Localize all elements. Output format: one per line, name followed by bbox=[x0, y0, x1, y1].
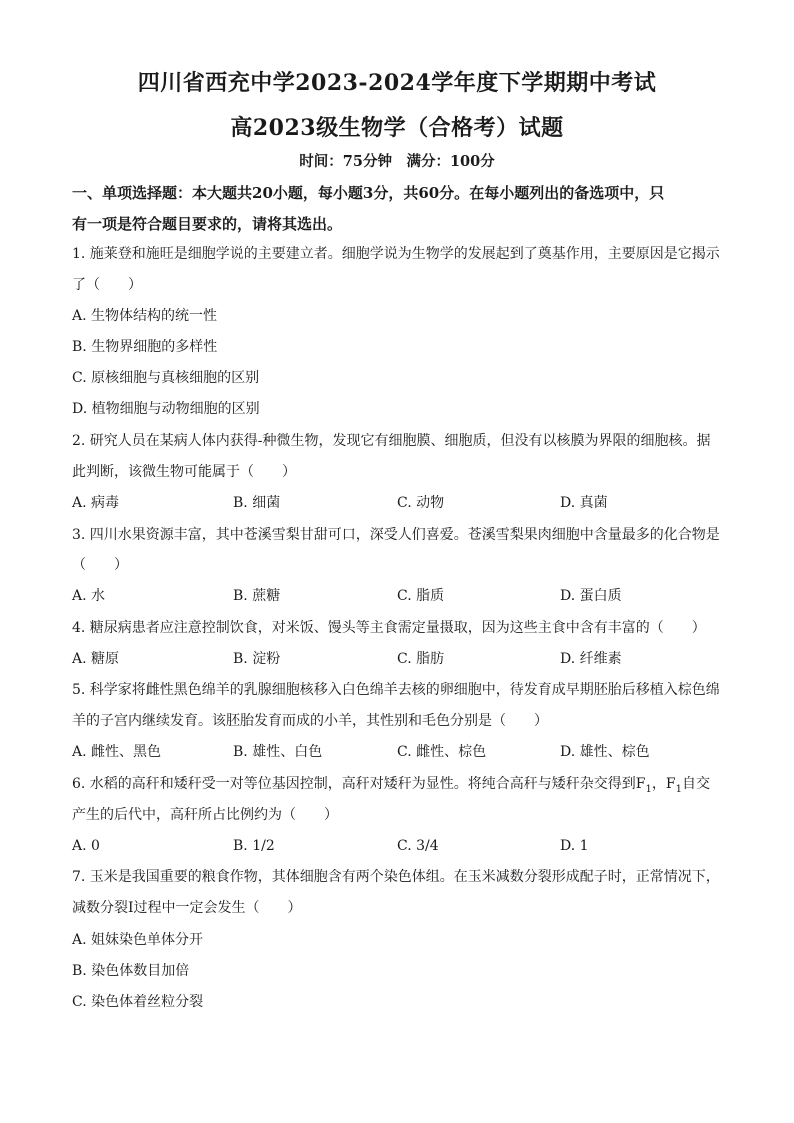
subscript: 1 bbox=[645, 783, 652, 795]
option: A. 生物体结构的统一性 bbox=[72, 308, 218, 324]
option: C. 脂肪 bbox=[397, 651, 445, 667]
question-stem: 此判断，该微生物可能属于（ ） bbox=[72, 464, 296, 480]
section-instructions-line: 有一项是符合题目要求的，请将其选出。 bbox=[72, 215, 343, 233]
option: B. 雄性、白色 bbox=[233, 744, 323, 760]
question-stem: 了（ ） bbox=[72, 277, 142, 293]
option: A. 水 bbox=[72, 588, 106, 604]
question-stem: 4. 糖尿病患者应注意控制饮食，对米饭、馒头等主食需定量摄取，因为这些主食中含有丰富的（ ） bbox=[72, 620, 706, 636]
question-stem-part: 自交 bbox=[682, 776, 710, 792]
question-stem: 2. 研究人员在某病人体内获得-种微生物，发现它有细胞膜、细胞质，但没有以核膜为界限的细胞核。据 bbox=[72, 433, 711, 449]
option: A. 0 bbox=[72, 838, 100, 854]
question-stem: 羊的子宫内继续发育。该胚胎发育而成的小羊，其性别和毛色分别是（ ） bbox=[72, 713, 548, 729]
question-stem: （ ） bbox=[72, 557, 128, 573]
question-stem: 减数分裂Ⅰ过程中一定会发生（ ） bbox=[72, 900, 302, 916]
section-instructions bbox=[72, 178, 722, 240]
question-stem-part: 6. 水稻的高秆和矮秆受一对等位基因控制，高秆对矮秆为显性。将纯合高秆与矮秆杂交得到F bbox=[72, 776, 646, 792]
exam-title: 四川省西充中学2023-2024学年度下学期期中考试 bbox=[137, 70, 657, 96]
option: B. 细菌 bbox=[233, 495, 281, 511]
question-stem-part: ，F bbox=[651, 776, 676, 792]
option: A. 雌性、黑色 bbox=[72, 744, 162, 760]
option: D. 1 bbox=[560, 838, 589, 854]
option: C. 动物 bbox=[397, 495, 445, 511]
option: D. 蛋白质 bbox=[560, 588, 622, 604]
option: D. 纤维素 bbox=[560, 651, 622, 667]
option: B. 生物界细胞的多样性 bbox=[72, 339, 218, 355]
option: C. 脂质 bbox=[397, 588, 445, 604]
exam-time-score: 时间：75分钟 满分：100分 bbox=[299, 153, 495, 170]
option: D. 植物细胞与动物细胞的区别 bbox=[72, 401, 260, 417]
option: D. 雄性、棕色 bbox=[560, 744, 650, 760]
option: C. 染色体着丝粒分裂 bbox=[72, 994, 204, 1010]
question-stem bbox=[72, 774, 710, 800]
option: B. 1/2 bbox=[233, 838, 275, 854]
option: A. 姐妹染色单体分开 bbox=[72, 932, 204, 948]
option: B. 淀粉 bbox=[233, 651, 281, 667]
question-stem: 产生的后代中，高秆所占比例约为（ ） bbox=[72, 807, 338, 823]
option: B. 染色体数目加倍 bbox=[72, 963, 190, 979]
question-stem: 3. 四川水果资源丰富，其中苍溪雪梨甘甜可口，深受人们喜爱。苍溪雪梨果肉细胞中含量最多的化合物是 bbox=[72, 527, 720, 543]
option: A. 糖原 bbox=[72, 651, 120, 667]
section-instructions-line: 一、单项选择题：本大题共20小题，每小题3分，共60分。在每小题列出的备选项中，只 bbox=[72, 184, 665, 202]
question-stem: 7. 玉米是我国重要的粮食作物，其体细胞含有两个染色体组。在玉米减数分裂形成配子时，正常情况下， bbox=[72, 869, 720, 885]
option: C. 雌性、棕色 bbox=[397, 744, 487, 760]
option: C. 3/4 bbox=[397, 838, 439, 854]
question-stem: 1. 施莱登和施旺是细胞学说的主要建立者。细胞学说为生物学的发展起到了奠基作用，主要原因是它揭示 bbox=[72, 246, 720, 262]
subscript: 1 bbox=[675, 783, 682, 795]
option: D. 真菌 bbox=[560, 495, 608, 511]
option: B. 蔗糖 bbox=[233, 588, 281, 604]
option: C. 原核细胞与真核细胞的区别 bbox=[72, 370, 260, 386]
option: A. 病毒 bbox=[72, 495, 120, 511]
exam-subtitle: 高2023级生物学（合格考）试题 bbox=[230, 115, 564, 141]
question-stem: 5. 科学家将雌性黑色绵羊的乳腺细胞核移入白色绵羊去核的卵细胞中，待发育成早期胚胎后移植入棕色绵 bbox=[72, 682, 720, 698]
